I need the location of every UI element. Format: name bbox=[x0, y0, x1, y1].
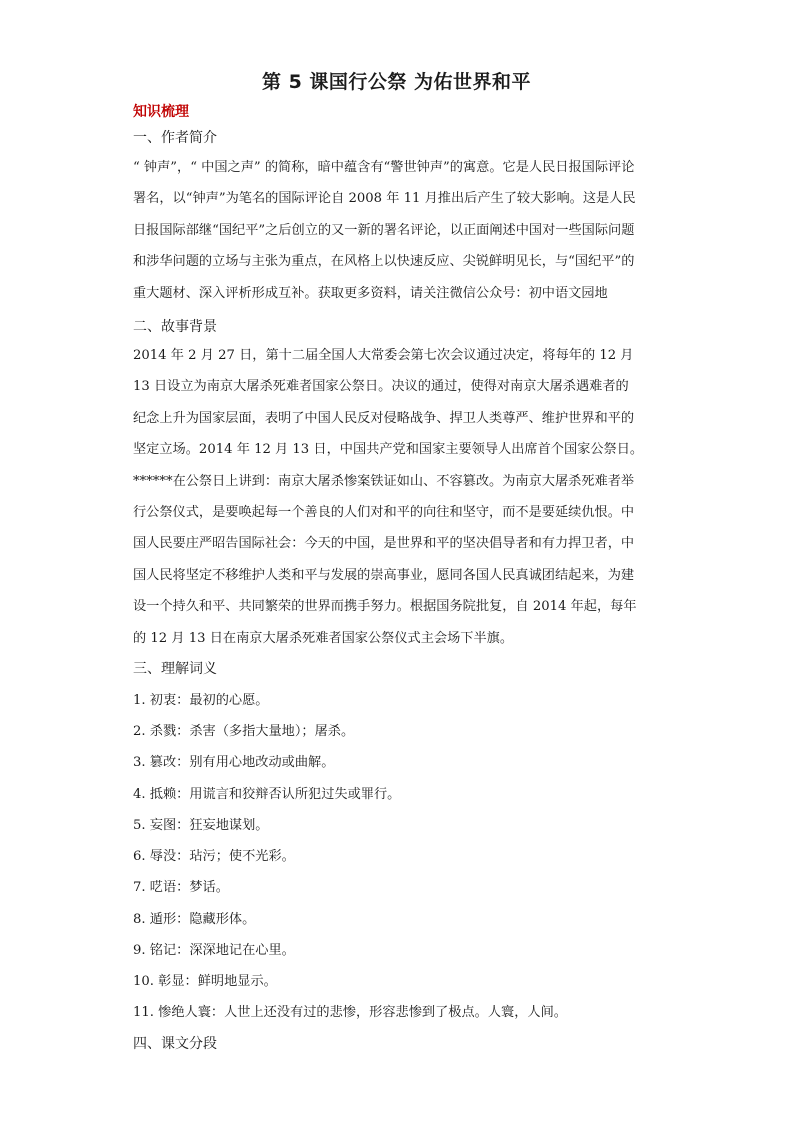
section-label-knowledge: 知识梳理 bbox=[133, 104, 189, 120]
text-line: 和涉华问题的立场与主张为重点，在风格上以快速反应、尖锐鲜明见长，与“国纪平”的 bbox=[133, 254, 635, 270]
vocab-item: 6. 辱没：玷污；使不光彩。 bbox=[133, 849, 295, 864]
vocab-item: 2. 杀戮：杀害（多指大量地）；屠杀。 bbox=[133, 724, 355, 739]
heading-vocab: 三、理解词义 bbox=[133, 661, 217, 677]
text-line: 坚定立场。2014 年 12 月 13 日，中国共产党和国家主要领导人出席首个国家公祭日。 bbox=[133, 442, 644, 458]
vocab-item: 7. 呓语：梦话。 bbox=[133, 880, 229, 895]
text-line: 设一个持久和平、共同繁荣的世界而携手努力。根据国务院批复，自 2014 年起，每年 bbox=[133, 599, 637, 615]
vocab-item: 3. 篡改：别有用心地改动或曲解。 bbox=[133, 755, 335, 770]
vocab-item: 10. 彰显：鲜明地显示。 bbox=[133, 974, 277, 989]
text-line: ******在公祭日上讲到：南京大屠杀惨案铁证如山、不容篡改。为南京大屠杀死难者举 bbox=[133, 473, 635, 489]
page-title: 第 5 课国行公祭 为佑世界和平 bbox=[261, 71, 532, 93]
text-line: “ 钟声”，“ 中国之声” 的简称，暗中蕴含有“警世钟声”的寓意。它是人民日报国际评论 bbox=[133, 160, 635, 175]
vocab-item: 1. 初衷：最初的心愿。 bbox=[133, 693, 269, 708]
text-line: 国人民要庄严昭告国际社会：今天的中国，是世界和平的坚决倡导者和有力捍卫者，中 bbox=[133, 536, 635, 552]
heading-background: 二、故事背景 bbox=[133, 319, 217, 335]
text-line: 纪念上升为国家层面，表明了中国人民反对侵略战争、捍卫人类尊严、维护世界和平的 bbox=[133, 410, 635, 426]
vocab-item: 5. 妄图：狂妄地谋划。 bbox=[133, 818, 269, 833]
vocab-item: 9. 铭记：深深地记在心里。 bbox=[133, 943, 295, 958]
vocab-item: 8. 遁形：隐藏形体。 bbox=[133, 912, 256, 927]
text-line: 国人民将坚定不移维护人类和平与发展的崇高事业，愿同各国人民真诚团结起来，为建 bbox=[133, 567, 635, 583]
text-line: 行公祭仪式，是要唤起每一个善良的人们对和平的向往和坚守，而不是要延续仇恨。中 bbox=[133, 504, 635, 520]
text-line: 日报国际部继“国纪平”之后创立的又一新的署名评论，以正面阐述中国对一些国际问题 bbox=[133, 222, 635, 238]
vocab-item: 4. 抵赖：用谎言和狡辩否认所犯过失或罪行。 bbox=[133, 787, 401, 802]
text-line: 13 日设立为南京大屠杀死难者国家公祭日。决议的通过，使得对南京大屠杀遇难者的 bbox=[133, 379, 629, 395]
paragraph-background bbox=[133, 340, 661, 654]
heading-segments: 四、课文分段 bbox=[133, 1036, 217, 1052]
text-line: 的 12 月 13 日在南京大屠杀死难者国家公祭仪式主会场下半旗。 bbox=[133, 630, 514, 646]
text-line: 署名，以“钟声”为笔名的国际评论自 2008 年 11 月推出后产生了较大影响。这是人民 bbox=[133, 191, 636, 207]
vocab-item: 11. 惨绝人寰：人世上还没有过的悲惨，形容悲惨到了极点。人寰，人间。 bbox=[133, 1005, 567, 1020]
text-line: 重大题材、深入评析形成互补。获取更多资料，请关注微信公众号：初中语文园地 bbox=[133, 285, 608, 301]
paragraph-author bbox=[133, 152, 661, 309]
heading-author: 一、作者简介 bbox=[133, 130, 217, 146]
text-line: 2014 年 2 月 27 日，第十二届全国人大常委会第七次会议通过决定，将每年的 12 月 bbox=[133, 348, 634, 363]
